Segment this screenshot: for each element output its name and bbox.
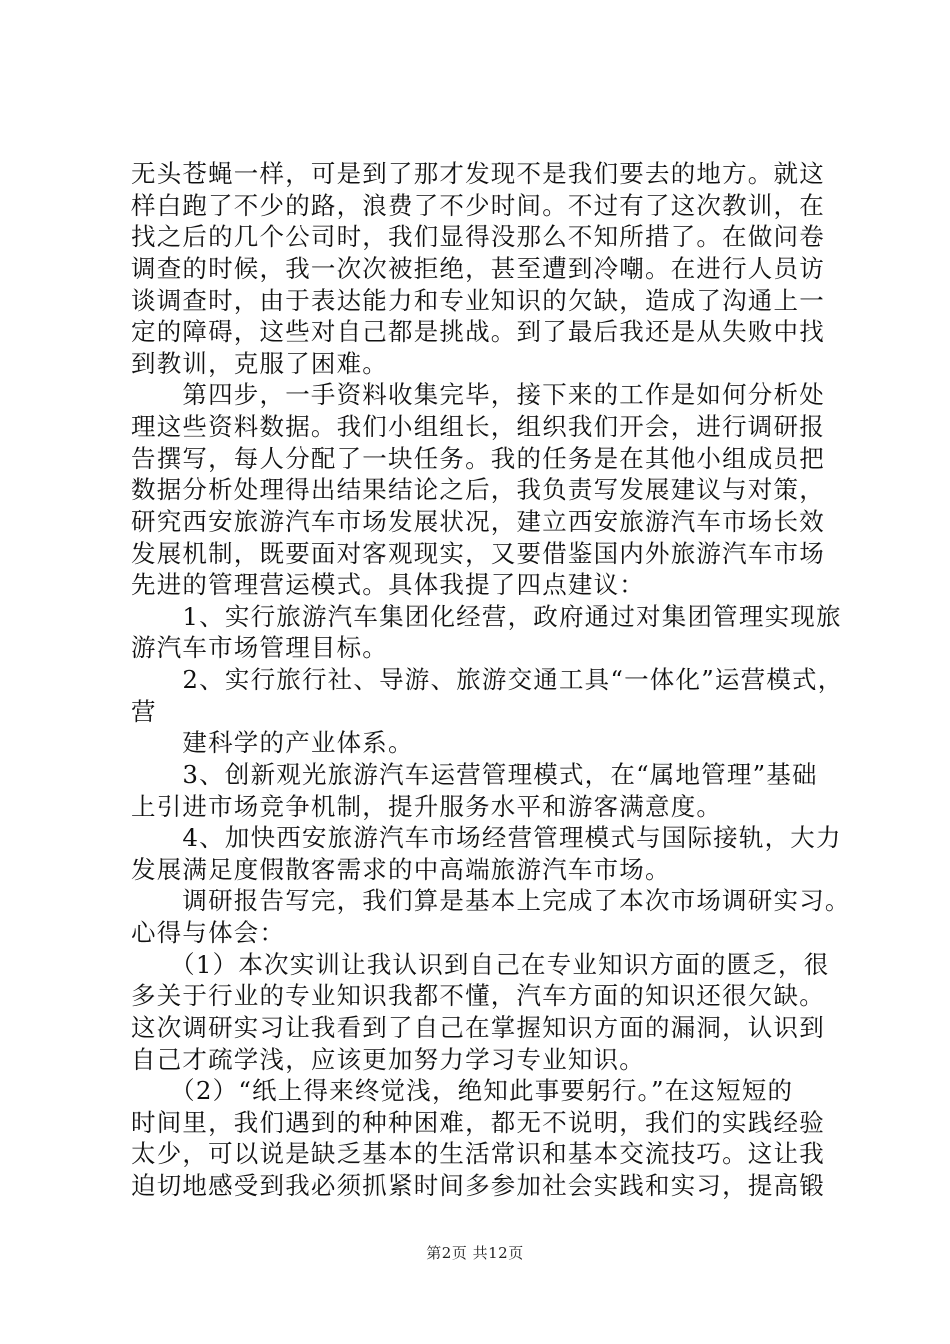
text-line: 自己才疏学浅，应该更加努力学习专业知识。 bbox=[131, 1044, 645, 1074]
text-line: 研究西安旅游汽车市场发展状况，建立西安旅游汽车市场长效 bbox=[131, 506, 825, 536]
text-line: 这次调研实习让我看到了自己在掌握知识方面的漏洞，认识到 bbox=[131, 1012, 825, 1042]
text-line: 理这些资料数据。我们小组组长，组织我们开会，进行调研报 bbox=[131, 412, 825, 441]
page-footer: 第2页 共12页 bbox=[426, 1244, 524, 1262]
text-line: 定的障碍，这些对自己都是挑战。到了最后我还是从失败中找 bbox=[131, 317, 825, 347]
text-line: 时间里，我们遇到的种种困难，都无不说明，我们的实践经验 bbox=[131, 1107, 825, 1137]
text-line: （2）“纸上得来终觉浅，绝知此事要躬行。”在这短短的 bbox=[131, 1076, 794, 1106]
text-line: 无头苍蝇一样，可是到了那才发现不是我们要去的地方。就这 bbox=[131, 159, 825, 188]
text-line: 告撰写，每人分配了一块任务。我的任务是在其他小组成员把 bbox=[131, 443, 825, 473]
text-line: 发展满足度假散客需求的中高端旅游汽车市场。 bbox=[131, 854, 671, 884]
text-line: 数据分析处理得出结果结论之后，我负责写发展建议与对策， bbox=[131, 475, 825, 505]
text-line: 谈调查时，由于表达能力和专业知识的欠缺，造成了沟通上一 bbox=[131, 285, 825, 315]
text-line: 发展机制，既要面对客观现实，又要借鉴国内外旅游汽车市场 bbox=[131, 538, 825, 568]
text-line: 到教训，克服了困难。 bbox=[131, 348, 388, 378]
text-line: 调研报告写完，我们算是基本上完成了本次市场调研实习。 bbox=[131, 886, 851, 916]
text-line: 游汽车市场管理目标。 bbox=[131, 633, 388, 663]
text-line: 找之后的几个公司时，我们显得没那么不知所措了。在做问卷 bbox=[131, 222, 825, 252]
text-line: 建科学的产业体系。 bbox=[131, 728, 414, 758]
text-line: 4、加快西安旅游汽车市场经营管理模式与国际接轨，大力 bbox=[131, 823, 842, 853]
text-line: 太少，可以说是缺乏基本的生活常识和基本交流技巧。这让我 bbox=[131, 1139, 825, 1169]
text-line: （1）本次实训让我认识到自己在专业知识方面的匮乏，很 bbox=[131, 949, 830, 979]
text-line: 样白跑了不少的路，浪费了不少时间。不过有了这次教训，在 bbox=[131, 190, 825, 220]
text-line: 2、实行旅行社、导游、旅游交通工具“一体化”运营模式， bbox=[131, 665, 844, 694]
text-line: 3、创新观光旅游汽车运营管理模式，在“属地管理”基础 bbox=[131, 759, 818, 789]
text-line: 心得与体会： bbox=[131, 918, 286, 947]
text-line: 1、实行旅游汽车集团化经营，政府通过对集团管理实现旅 bbox=[131, 601, 842, 631]
text-line: 先进的管理营运模式。具体我提了四点建议： bbox=[131, 570, 645, 600]
text-line: 迫切地感受到我必须抓紧时间多参加社会实践和实习，提高锻 bbox=[131, 1171, 825, 1200]
text-line: 调查的时候，我一次次被拒绝，甚至遭到冷嘲。在进行人员访 bbox=[131, 253, 825, 283]
text-line: 营 bbox=[131, 696, 157, 726]
text-line: 上引进市场竞争机制，提升服务水平和游客满意度。 bbox=[131, 791, 723, 821]
text-line: 第四步，一手资料收集完毕，接下来的工作是如何分析处 bbox=[131, 380, 825, 410]
text-line: 多关于行业的专业知识我都不懂，汽车方面的知识还很欠缺。 bbox=[131, 981, 825, 1011]
